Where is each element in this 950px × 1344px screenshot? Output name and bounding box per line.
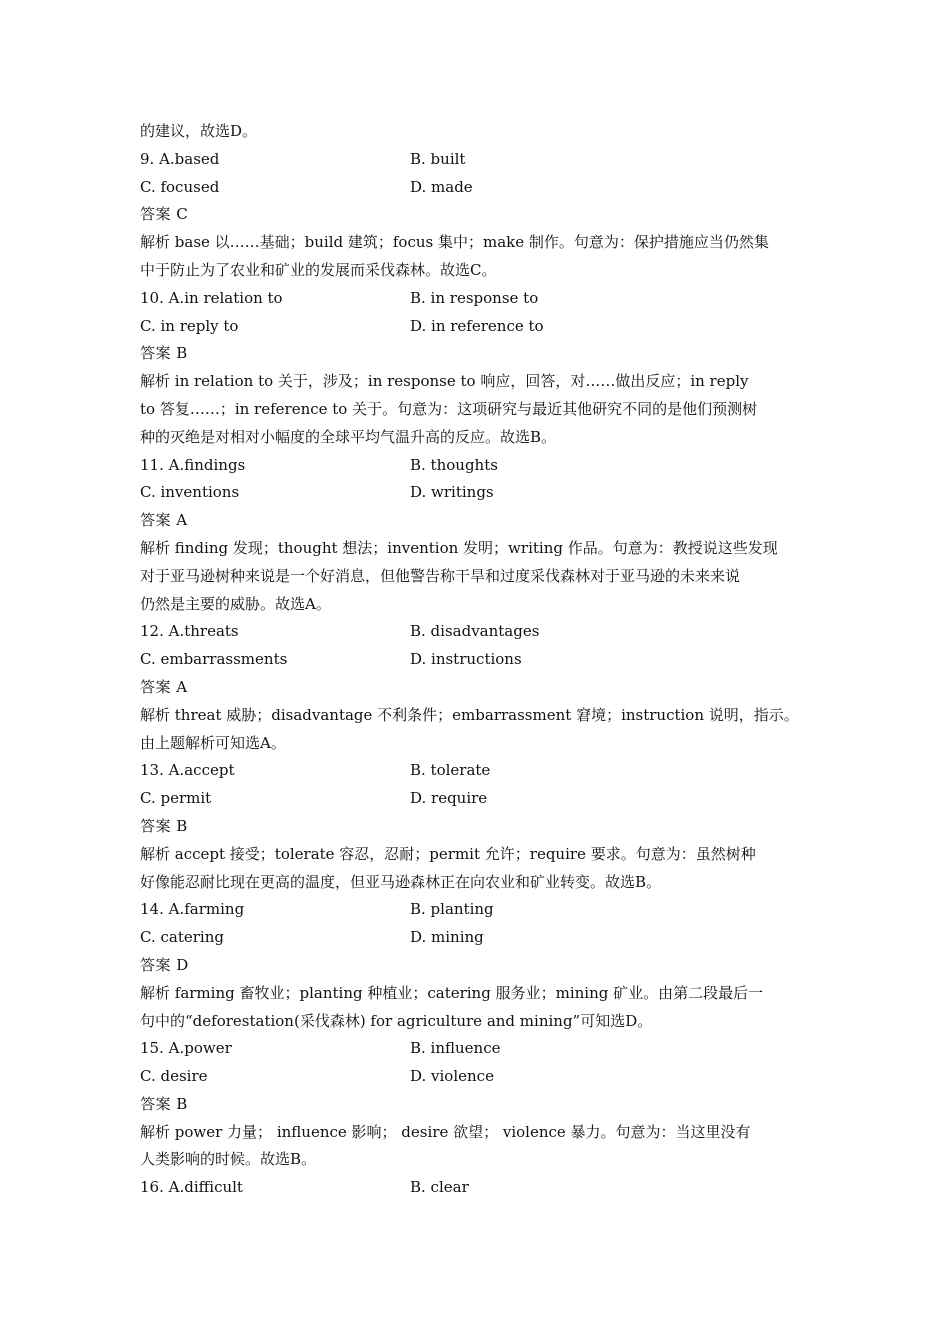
- option-row: [140, 757, 824, 785]
- document-page: [140, 118, 824, 1202]
- answer-line: 答案 D: [140, 955, 189, 974]
- text-line: 对于亚马逊树种来说是一个好消息，但他警告称干旱和过度采伐森林对于亚马逊的未来来说: [140, 566, 741, 585]
- text-line: 解析 power 力量； influence 影响； desire 欲望； violence 暴力。句意为：当这里没有: [140, 1122, 751, 1141]
- text-line: 解析 farming 畜牧业；planting 种植业；catering 服务业；mining 矿业。由第二段最后一: [140, 983, 764, 1002]
- option-right: B. influence: [410, 1039, 501, 1058]
- option-row: [140, 1063, 824, 1091]
- option-right: D. in reference to: [410, 316, 544, 335]
- option-row: [140, 285, 824, 313]
- option-right: B. clear: [410, 1178, 469, 1197]
- option-row: [140, 646, 824, 674]
- option-right: D. instructions: [410, 650, 522, 669]
- option-left: 10. A.in relation to: [140, 288, 283, 307]
- option-left: 12. A.threats: [140, 622, 239, 641]
- option-row: [140, 452, 824, 480]
- option-right: B. in response to: [410, 288, 539, 307]
- option-row: [140, 1035, 824, 1063]
- option-right: D. mining: [410, 928, 484, 947]
- option-left: C. in reply to: [140, 316, 239, 335]
- option-left: C. focused: [140, 177, 220, 196]
- option-row: [140, 785, 824, 813]
- option-left: 13. A.accept: [140, 761, 235, 780]
- text-line: 的建议，故选D。: [140, 122, 258, 140]
- text-line: 好像能忍耐比现在更高的温度，但亚马逊森林正在向农业和矿业转变。故选B。: [140, 872, 662, 891]
- option-left: C. permit: [140, 789, 212, 808]
- answer-line: 答案 A: [140, 511, 188, 530]
- text-line: 句中的“deforestation(采伐森林) for agriculture and mining”可知选D。: [140, 1011, 653, 1030]
- option-left: 14. A.farming: [140, 900, 245, 919]
- option-right: D. made: [410, 177, 473, 196]
- option-right: B. planting: [410, 900, 494, 919]
- option-row: [140, 174, 824, 202]
- option-row: [140, 313, 824, 341]
- option-right: B. disadvantages: [410, 622, 540, 641]
- option-row: [140, 146, 824, 174]
- text-line: 仍然是主要的威胁。故选A。: [140, 594, 331, 613]
- text-line: 由上题解析可知选A。: [140, 733, 286, 752]
- option-left: 11. A.findings: [140, 455, 246, 474]
- option-right: D. violence: [410, 1067, 494, 1086]
- text-line: 解析 base 以……基础；build 建筑；focus 集中；make 制作。句意为：保护措施应当仍然集: [140, 233, 769, 252]
- option-row: [140, 1174, 824, 1202]
- option-left: 15. A.power: [140, 1039, 232, 1058]
- text-line: 解析 finding 发现；thought 想法；invention 发明；writing 作品。句意为：教授说这些发现: [140, 538, 778, 557]
- text-line: 中于防止为了农业和矿业的发展而采伐森林。故选C。: [140, 260, 497, 279]
- option-left: C. catering: [140, 928, 224, 947]
- option-right: D. require: [410, 789, 488, 808]
- text-line: 解析 accept 接受；tolerate 容忍，忍耐；permit 允许；require 要求。句意为：虽然树种: [140, 844, 756, 863]
- option-left: 16. A.difficult: [140, 1178, 243, 1197]
- text-line: 解析 in relation to 关于，涉及；in response to 响应，回答，对……做出反应；in reply: [140, 372, 749, 391]
- text-line: to 答复……；in reference to 关于。句意为：这项研究与最近其他研究不同的是他们预测树: [140, 399, 758, 418]
- option-right: D. writings: [410, 483, 494, 502]
- answer-line: 答案 A: [140, 677, 188, 696]
- option-row: [140, 479, 824, 507]
- option-row: [140, 618, 824, 646]
- option-left: C. embarrassments: [140, 650, 288, 669]
- answer-line: 答案 B: [140, 816, 188, 835]
- text-line: 人类影响的时候。故选B。: [140, 1150, 317, 1169]
- option-right: B. built: [410, 149, 466, 168]
- option-right: B. tolerate: [410, 761, 491, 780]
- text-line: 种的灭绝是对相对小幅度的全球平均气温升高的反应。故选B。: [140, 427, 557, 446]
- option-right: B. thoughts: [410, 455, 498, 474]
- option-left: C. inventions: [140, 483, 240, 502]
- answer-line: 答案 C: [140, 205, 189, 224]
- answer-line: 答案 B: [140, 1094, 188, 1113]
- text-line: 解析 threat 威胁；disadvantage 不利条件；embarrassment 窘境；instruction 说明，指示。: [140, 705, 799, 724]
- option-row: [140, 896, 824, 924]
- option-left: 9. A.based: [140, 149, 220, 168]
- answer-line: 答案 B: [140, 344, 188, 363]
- option-left: C. desire: [140, 1067, 208, 1086]
- option-row: [140, 924, 824, 952]
